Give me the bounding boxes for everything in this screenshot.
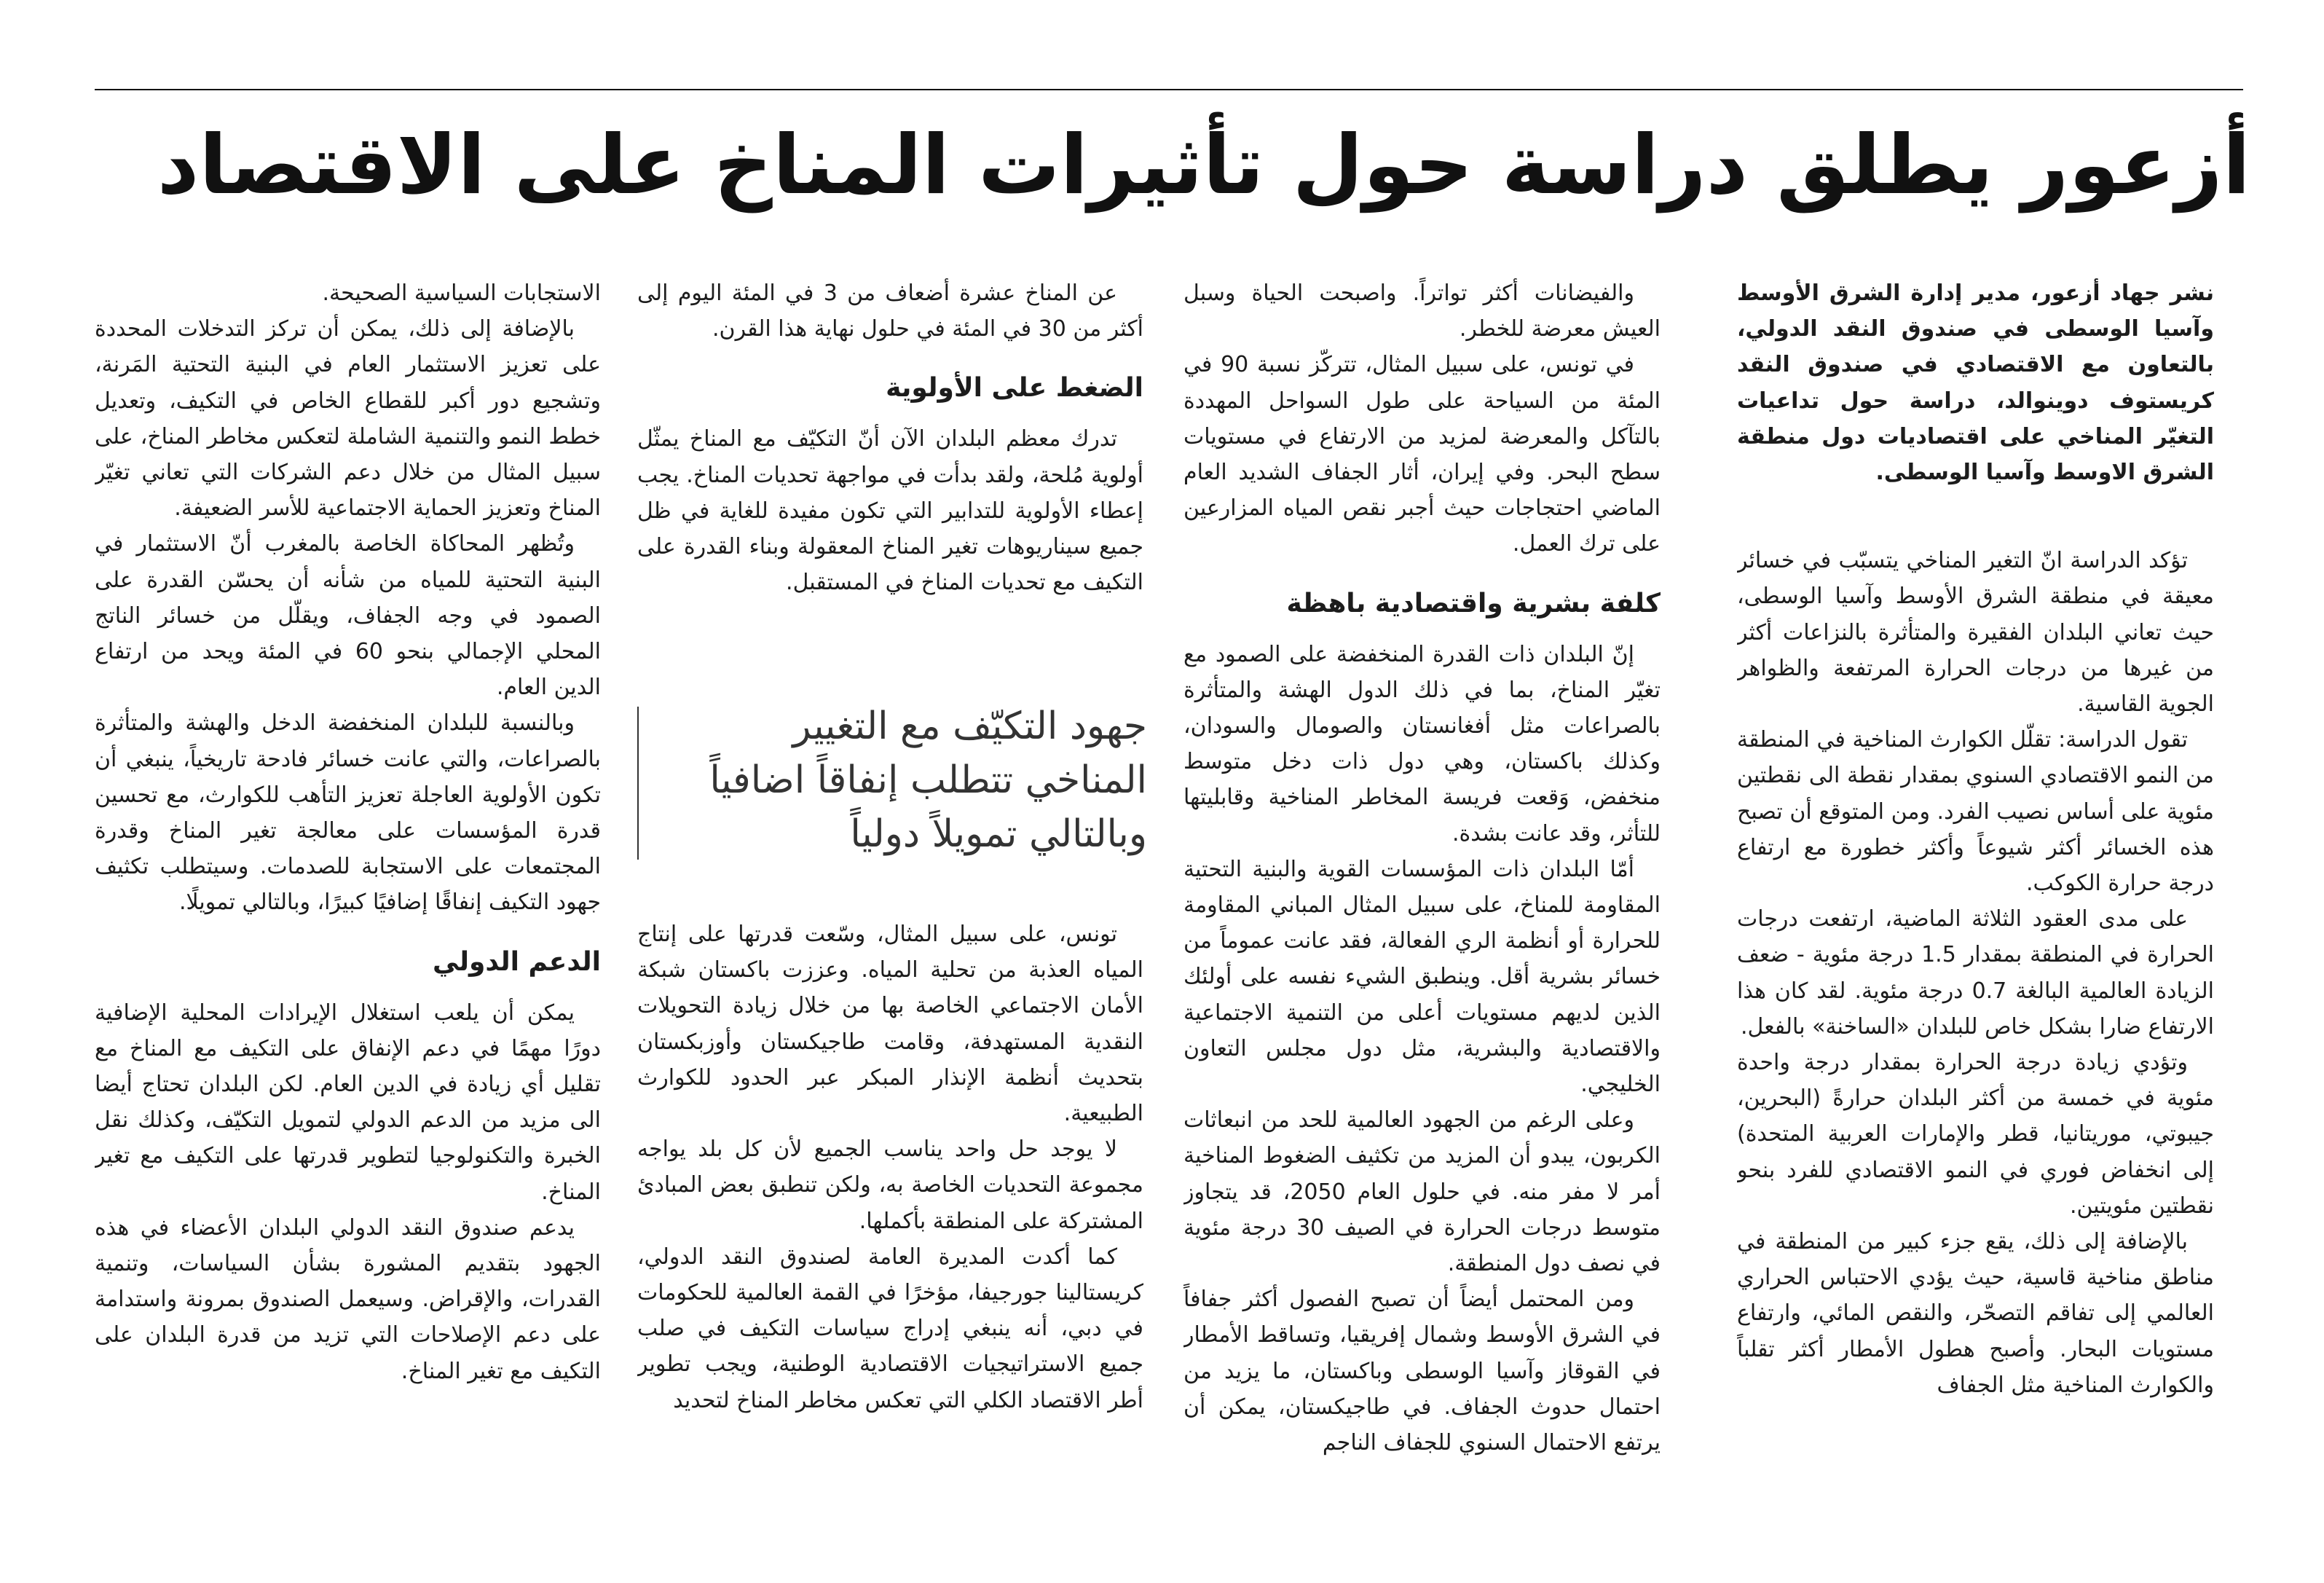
article-column-2 <box>1183 275 1661 1572</box>
paragraph: كما أكدت المديرة العامة لصندوق النقد الدولي، كريستالينا جورجيفا، مؤخرًا في القمة العالمية للحكومات في دبي، أنه ينبغي إدراج سياسات التكيف في صلب جميع الاستراتيجيات الاقتصادية الوطنية، ويجب تطوير أطر الاقتصاد الكلي التي تعكس مخاطر المناخ لتحديد <box>637 1244 1143 1413</box>
article-column-3-top <box>637 275 1143 683</box>
paragraph: تدرك معظم البلدان الآن أنّ التكيّف مع المناخ يمثّل أولوية مُلحة، ولقد بدأت في مواجهة تحديات المناخ. يجب إعطاء الأولوية للتدابير التي تكون مفيدة للغاية في ظل جميع سيناريوهات تغير المناخ المعقولة وبناء القدرة على التكيف مع تحديات المناخ في المستقبل. <box>637 426 1143 596</box>
lead-paragraph: نشر جهاد أزعور، مدير إدارة الشرق الأوسط وآسيا الوسطى في صندوق النقد الدولي، بالتعاون مع الاقتصادي في صندوق النقد كريستوف دوينوالد، دراسة حول تداعيات التغيّر المناخي على اقتصاديات دول منطقة الشرق الاوسط وآسيا الوسطى. <box>1737 280 2214 486</box>
subheading-support: الدعم الدولي <box>433 946 601 977</box>
article-headline: أزعور يطلق دراسة حول تأثيرات المناخ على الاقتصاد <box>157 118 2250 213</box>
pull-quote-bar <box>637 707 639 860</box>
article-lead <box>1737 275 2214 490</box>
article-column-3-bottom <box>637 916 1143 1572</box>
subheading-priority: الضغط على الأولوية <box>886 373 1143 404</box>
paragraph: وتُظهر المحاكاة الخاصة بالمغرب أنّ الاستثمار في البنية التحتية للمياه من شأنه أن يحسّن القدرة على الصمود في وجه الجفاف، ويقلّل من خسائر الناتج المحلي الإجمالي بنحو 60 في المئة ويحد من ارتفاع الدين العام. <box>95 531 601 701</box>
paragraph: الاستجابات السياسية الصحيحة. <box>322 280 601 306</box>
paragraph: بالإضافة إلى ذلك، يقع جزء كبير من المنطقة في مناطق مناخية قاسية، حيث يؤدي الاحتباس الحراري العالمي إلى تفاقم التصحّر، والنقص المائي، وارتفاع مستويات البحار. وأصبح هطول الأمطار أكثر تقلباً والكوارث المناخية مثل الجفاف <box>1737 1229 2214 1398</box>
paragraph: أمّا البلدان ذات المؤسسات القوية والبنية التحتية المقاومة للمناخ، على سبيل المثال المباني المقاومة للحرارة أو أنظمة الري الفعالة، فقد عانت عموماً من خسائر بشرية أقل. وينطبق الشيء نفسه على أولئك الذين لديهم مستويات أعلى من التنمية الاجتماعية والاقتصادية والبشرية، مثل دول مجلس التعاون الخليجي. <box>1183 856 1661 1098</box>
paragraph: تقول الدراسة: تقلّل الكوارث المناخية في المنطقة من النمو الاقتصادي السنوي بمقدار نقطة الى نقطتين مئوية على أساس نصيب الفرد. ومن المتوقع أن تصبح هذه الخسائر أكثر شيوعاً وأكثر خطورة مع ارتفاع درجة حرارة الكوكب. <box>1737 727 2214 897</box>
paragraph: والفيضانات أكثر تواتراً. واصبحت الحياة وسبل العيش معرضة للخطر. <box>1183 280 1661 342</box>
paragraph: وبالنسبة للبلدان المنخفضة الدخل والهشة والمتأثرة بالصراعات، والتي عانت خسائر فادحة تاريخياً، ينبغي أن تكون الأولوية العاجلة تعزيز التأهب للكوارث، مع تحسين قدرة المؤسسات على معالجة تغير المناخ وقدرة المجتمعات على الاستجابة للصدمات. وسيتطلب تكثيف جهود التكيف إنفاقًا إضافيًا كبيرًا، وبالتالي تمويلًا. <box>95 710 601 916</box>
paragraph: عن المناخ عشرة أضعاف من 3 في المئة اليوم إلى أكثر من 30 في المئة في حلول نهاية هذا القرن. <box>637 280 1143 342</box>
article-column-1 <box>1737 275 2214 1572</box>
paragraph: لا يوجد حل واحد يناسب الجميع لأن كل بلد يواجه مجموعة التحديات الخاصة به، ولكن تنطبق بعض المبادئ المشتركة على المنطقة بأكملها. <box>637 1136 1143 1234</box>
paragraph: تونس، على سبيل المثال، وسّعت قدرتها على إنتاج المياه العذبة من تحلية المياه. وعززت باكستان شبكة الأمان الاجتماعي الخاصة بها من خلال زيادة التحويلات النقدية المستهدفة، وقامت طاجيكستان وأوزبكستان بتحديث أنظمة الإنذار المبكر عبر الحدود للكوارث الطبيعية. <box>637 922 1143 1127</box>
pull-quote-text: جهود التكيّف مع التغيير المناخي تتطلب إنفاقاً اضافياً وبالتالي تمويلاً دولياً <box>709 704 1147 856</box>
paragraph: بالإضافة إلى ذلك، يمكن أن تركز التدخلات المحددة على تعزيز الاستثمار العام في البنية التحتية المَرنة، وتشجيع دور أكبر للقطاع الخاص في التكيف، وتعديل خطط النمو والتنمية الشاملة لتعكس مخاطر المناخ، على سبيل المثال من خلال دعم الشركات التي تعاني تغيّر المناخ وتعزيز الحماية الاجتماعية للأسر الضعيفة. <box>95 316 601 522</box>
paragraph: في تونس، على سبيل المثال، تتركّز نسبة 90 في المئة من السياحة على طول السواحل المهددة بالتآكل والمعرضة لمزيد من الارتفاع في مستويات سطح البحر. وفي إيران، أثار الجفاف الشديد العام الماضي احتجاجات حيث أجبر نقص المياه المزارعين على ترك العمل. <box>1183 352 1661 557</box>
paragraph: وتؤدي زيادة درجة الحرارة بمقدار درجة واحدة مئوية في خمسة من أكثر البلدان حرارةً (البحرين، جيبوتي، موريتانيا، قطر والإمارات العربية المتحدة) إلى انخفاض فوري في النمو الاقتصادي للفرد بنحو نقطتين مئويتين. <box>1737 1050 2214 1219</box>
paragraph: يمكن أن يلعب استغلال الإيرادات المحلية الإضافية دورًا مهمًا في دعم الإنفاق على التكيف مع المناخ مع تقليل أي زيادة في الدين العام. لكن البلدان تحتاج أيضا الى مزيد من الدعم الدولي لتمويل التكيّف، وكذلك نقل الخبرة والتكنولوجيا لتطوير قدرتها على التكيف مع تغير المناخ. <box>95 999 601 1205</box>
pull-quote <box>637 699 1147 865</box>
paragraph: وعلى الرغم من الجهود العالمية للحد من انبعاثات الكربون، يبدو أن المزيد من تكثيف الضغوط المناخية أمر لا مفر منه. في حلول العام 2050، قد يتجاوز متوسط درجات الحرارة في الصيف 30 درجة مئوية في نصف دول المنطقة. <box>1183 1107 1661 1277</box>
top-rule <box>95 89 2243 90</box>
paragraph: تؤكد الدراسة انّ التغير المناخي يتسبّب في خسائر معيقة في منطقة الشرق الأوسط وآسيا الوسطى، حيث تعاني البلدان الفقيرة والمتأثرة بالنزاعات أكثر من غيرها من درجات الحرارة المرتفعة والظواهر الجوية القاسية. <box>1737 548 2214 718</box>
paragraph: إنّ البلدان ذات القدرة المنخفضة على الصمود مع تغيّر المناخ، بما في ذلك الدول الهشة والمتأثرة بالصراعات مثل أفغانستان والصومال والسودان، وكذلك باكستان، وهي دول ذات دخل متوسط منخفض، وَقعت فريسة المخاطر المناخية وقابليتها للتأثر، وقد عانت بشدة. <box>1183 641 1661 847</box>
paragraph: على مدى العقود الثلاثة الماضية، ارتفعت درجات الحرارة في المنطقة بمقدار 1.5 درجة مئوية - ضعف الزيادة العالمية البالغة 0.7 درجة مئوية. لقد كان هذا الارتفاع ضارا بشكل خاص للبلدان «الساخنة» بالفعل. <box>1737 906 2214 1040</box>
paragraph: ومن المحتمل أيضاً أن تصبح الفصول أكثر جفافاً في الشرق الأوسط وشمال إفريقيا، وتساقط الأمطار في القوقاز وآسيا الوسطى وباكستان، ما يزيد من احتمال حدوث الجفاف. في طاجيكستان، يمكن أن يرتفع الاحتمال السنوي للجفاف الناجم <box>1183 1287 1661 1456</box>
subheading-cost: كلفة بشرية واقتصادية باهظة <box>1286 588 1661 618</box>
article-column-4 <box>95 275 601 1572</box>
paragraph: يدعم صندوق النقد الدولي البلدان الأعضاء في هذه الجهود بتقديم المشورة بشأن السياسات، وتنمية القدرات، والإقراض. وسيعمل الصندوق بمرونة واستدامة على دعم الإصلاحات التي تزيد من قدرة البلدان على التكيف مع تغير المناخ. <box>95 1214 601 1384</box>
